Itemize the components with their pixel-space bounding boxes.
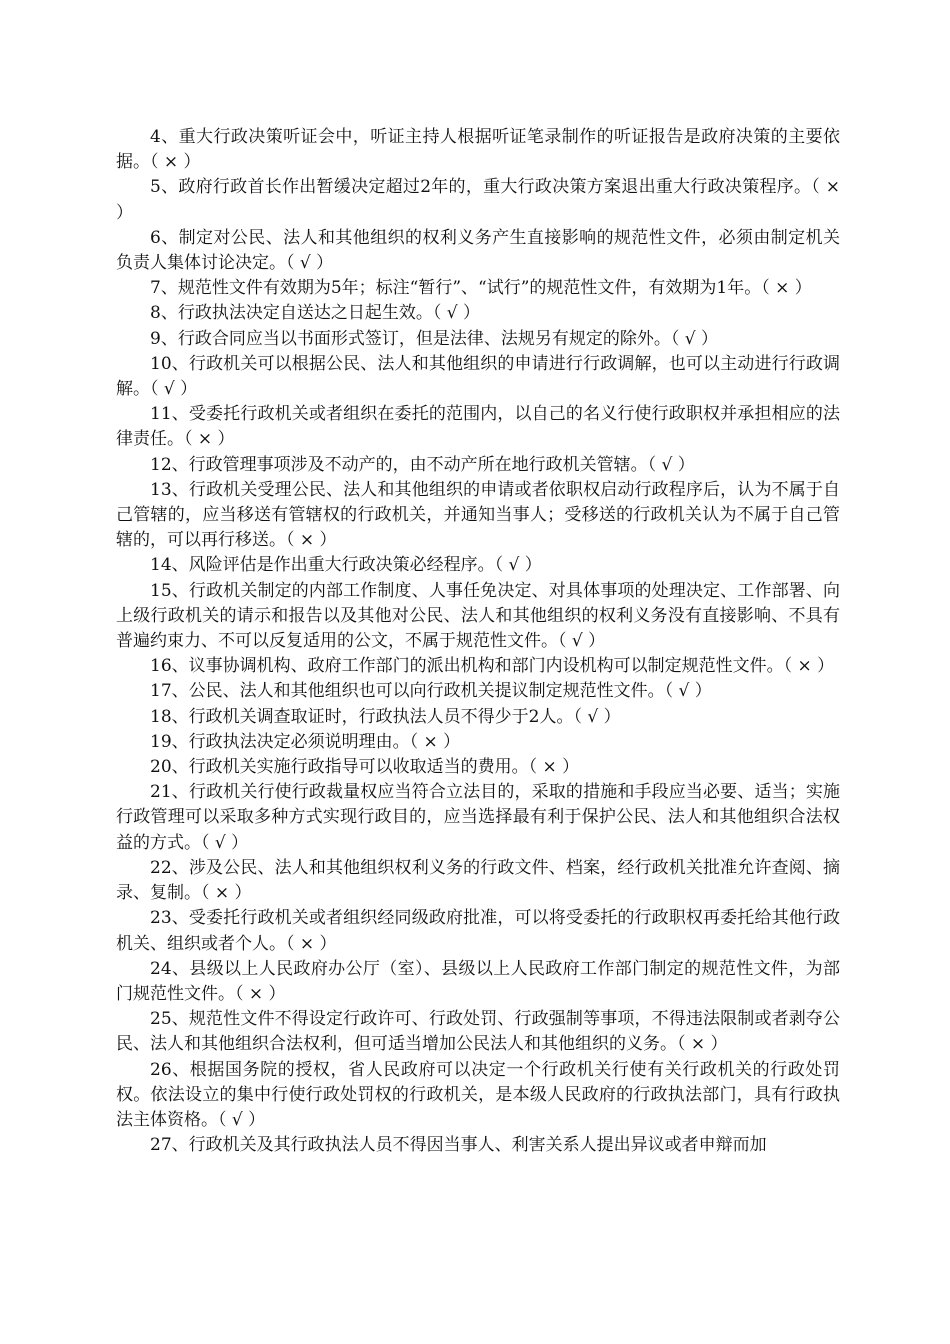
question-4: 4、重大行政决策听证会中，听证主持人根据听证笔录制作的听证报告是政府决策的主要依据。（ × ） [116, 127, 840, 173]
question-24: 24、县级以上人民政府办公厅（室）、县级以上人民政府工作部门制定的规范性文件，为部门规范性文件。（ × ） [116, 958, 840, 1004]
question-10: 10、行政机关可以根据公民、法人和其他组织的申请进行行政调解，也可以主动进行行政调解。（ √ ） [116, 353, 840, 400]
question-15: 15、行政机关制定的内部工作制度、人事任免决定、对具体事项的处理决定、工作部署、向上级行政机关的请示和报告以及其他对公民、法人和其他组织的权利义务没有直接影响、不具有普遍约束力、不可以反复适用的公文，不属于规范性文件。（ √ ） [116, 580, 840, 652]
question-22: 22、涉及公民、法人和其他组织权利义务的行政文件、档案，经行政机关批准允许查阅、摘录、复制。（ × ） [116, 857, 840, 904]
question-13: 13、行政机关受理公民、法人和其他组织的申请或者依职权启动行政程序后，认为不属于自己管辖的，应当移送有管辖权的行政机关，并通知当事人；受移送的行政机关认为不属于自己管辖的，可以再行移送。（ × ） [116, 479, 840, 551]
question-16: 16、议事协调机构、政府工作部门的派出机构和部门内设机构可以制定规范性文件。（ × ） [150, 656, 835, 677]
question-26: 26、根据国务院的授权，省人民政府可以决定一个行政机关行使有关行政机关的行政处罚权。依法设立的集中行使行政处罚权的行政机关，是本级人民政府的行政执法部门，具有行政执法主体资格。（ √ ） [116, 1059, 840, 1130]
question-17: 17、公民、法人和其他组织也可以向行政机关提议制定规范性文件。（ √ ） [150, 681, 712, 702]
question-12: 12、行政管理事项涉及不动产的，由不动产所在地行政机关管辖。（ √ ） [150, 454, 695, 475]
question-11: 11、受委托行政机关或者组织在委托的范围内，以自己的名义行使行政职权并承担相应的法律责任。（ × ） [116, 404, 840, 450]
question-6: 6、制定对公民、法人和其他组织的权利义务产生直接影响的规范性文件，必须由制定机关负责人集体讨论决定。（ √ ） [116, 227, 840, 274]
question-8: 8、行政执法决定自送达之日起生效。（ √ ） [150, 303, 480, 324]
document-page [116, 125, 840, 1158]
question-5: 5、政府行政首长作出暂缓决定超过2年的，重大行政决策方案退出重大行政决策程序。（ × ） [116, 177, 840, 223]
question-9: 9、行政合同应当以书面形式签订，但是法律、法规另有规定的除外。（ √ ） [150, 328, 718, 349]
question-23: 23、受委托行政机关或者组织经同级政府批准，可以将受委托的行政职权再委托给其他行政机关、组织或者个人。（ × ） [116, 908, 840, 954]
question-25: 25、规范性文件不得设定行政许可、行政处罚、行政强制等事项，不得违法限制或者剥夺公民、法人和其他组织合法权利，但可适当增加公民法人和其他组织的义务。（ × ） [116, 1009, 840, 1055]
question-7: 7、规范性文件有效期为5年；标注“暂行”、“试行”的规范性文件，有效期为1年。（ × ） [150, 278, 812, 299]
question-20: 20、行政机关实施行政指导可以收取适当的费用。（ × ） [150, 757, 580, 778]
question-19: 19、行政执法决定必须说明理由。（ × ） [150, 731, 461, 752]
question-14: 14、风险评估是作出重大行政决策必经程序。（ √ ） [150, 555, 542, 576]
question-18: 18、行政机关调查取证时，行政执法人员不得少于2人。（ √ ） [150, 706, 621, 727]
question-27: 27、行政机关及其行政执法人员不得因当事人、利害关系人提出异议或者申辩而加 [150, 1135, 767, 1156]
question-21: 21、行政机关行使行政裁量权应当符合立法目的，采取的措施和手段应当必要、适当；实施行政管理可以采取多种方式实现行政目的，应当选择最有利于保护公民、法人和其他组织合法权益的方式。（ √ ） [116, 782, 840, 853]
